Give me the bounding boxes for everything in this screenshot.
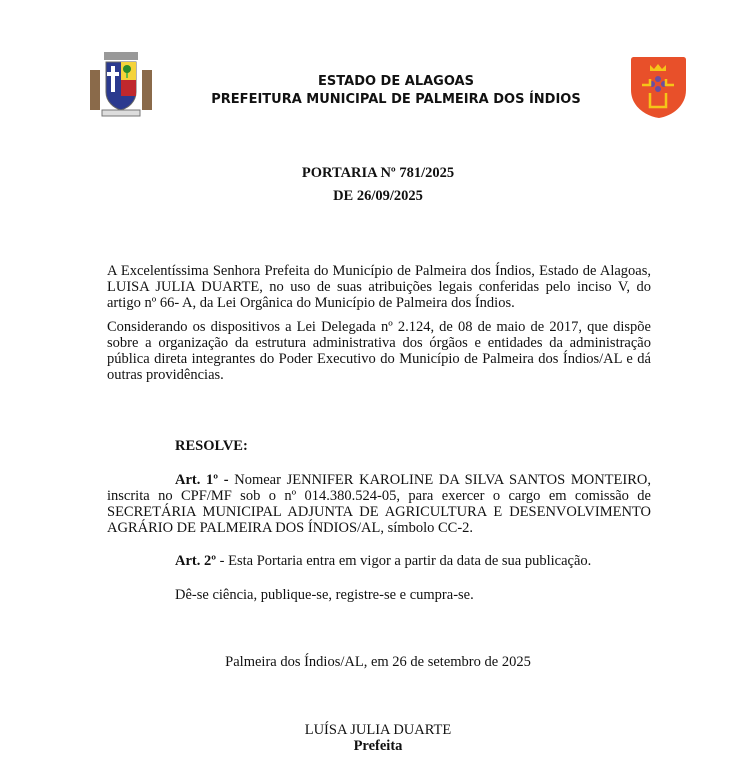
letterhead bbox=[160, 73, 632, 109]
article-1-label: Art. 1º - bbox=[175, 472, 229, 488]
article-2-label: Art. 2º bbox=[175, 553, 217, 569]
city-hall-name: PREFEITURA MUNICIPAL DE PALMEIRA DOS ÍNDIOS bbox=[211, 92, 581, 107]
intro-paragraph: A Excelentíssima Senhora Prefeita do Município de Palmeira dos Índios, Estado de Alagoas, LUISA JULIA DUARTE, no uso de suas atribuições legais conferidas pelo inciso V, do artigo nº 66- A, da Lei Orgânica do Município de Palmeira dos Índios. bbox=[107, 263, 651, 311]
place-and-date: Palmeira dos Índios/AL, em 26 de setembro de 2025 bbox=[225, 654, 531, 670]
signatory-role: Prefeita bbox=[353, 738, 403, 754]
signatory-name: LUÍSA JULIA DUARTE bbox=[304, 722, 452, 738]
resolve-heading: RESOLVE: bbox=[175, 438, 248, 454]
considering-paragraph: Considerando os dispositivos a Lei Delegada nº 2.124, de 08 de maio de 2017, que dispõe sobre a organização da estrutura administrativa dos órgãos e entidades da administração pública direta integrantes do Poder Executivo do Município de Palmeira dos Índios/AL e dá outras providências. bbox=[107, 319, 651, 383]
portaria-number: PORTARIA Nº 781/2025 bbox=[301, 165, 455, 181]
article-1-text: Nomear JENNIFER KAROLINE DA SILVA SANTOS MONTEIRO, inscrita no CPF/MF sob o nº 014.380.524-05, para exercer o cargo em comissão de SECRETÁRIA MUNICIPAL ADJUNTA DE AGRICULTURA E DESENVOLVIMENTO AGRÁRIO DE PALMEIRA DOS ÍNDIOS/AL, símbolo CC-2. bbox=[107, 472, 651, 536]
article-2-text: - Esta Portaria entra em vigor a partir da data de sua publicação. bbox=[216, 553, 592, 569]
state-name: ESTADO DE ALAGOAS bbox=[318, 74, 474, 89]
portaria-date: DE 26/09/2025 bbox=[333, 188, 423, 204]
article-1 bbox=[107, 472, 651, 536]
shield-emblem-logo bbox=[630, 55, 687, 119]
coat-of-arms-logo bbox=[88, 48, 154, 122]
article-2 bbox=[107, 553, 651, 569]
closing-statement: Dê-se ciência, publique-se, registre-se e cumpra-se. bbox=[175, 587, 474, 603]
